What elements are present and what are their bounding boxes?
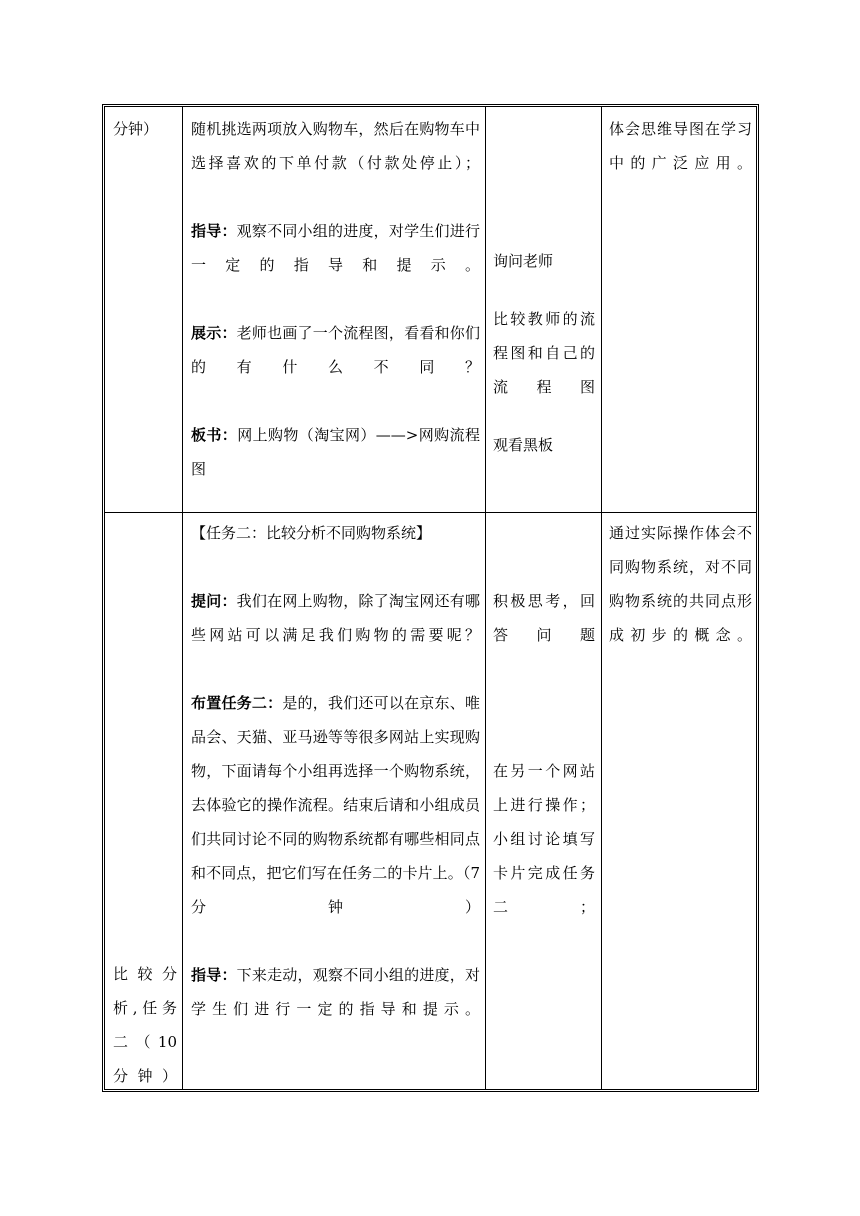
row1-intent-cell	[609, 112, 752, 180]
row2-assign-text: 是的，我们还可以在京东、唯品会、天猫、亚马逊等等很多网站上实现购物，下面请每个小组再选择一个购物系统，去体验它的操作流程。结束后请和小组成员们共同讨论不同的购物系统都有哪些相同点和不同点，把它们写在任务二的卡片上。（7分钟）	[191, 694, 480, 916]
row2-guidance-para	[191, 958, 480, 1026]
column-divider	[182, 107, 183, 1089]
row2-stage-text: 比较分析,任务二（10分钟）	[113, 965, 177, 1085]
row1-guidance-text: 观察不同小组的进度，对学生们进行一定的指导和提示。	[191, 222, 480, 274]
row2-question-text: 我们在网上购物，除了淘宝网还有哪些网站可以满足我们购物的需要呢？	[191, 592, 480, 644]
row2-teacher-cell	[191, 516, 480, 1026]
row2-student-cell	[493, 584, 595, 924]
row2-stage-cell	[113, 957, 177, 1093]
row1-board-para	[191, 418, 480, 486]
row1-show-para	[191, 316, 480, 384]
row2-intent-text: 通过实际操作体会不同购物系统，对不同购物系统的共同点形成初步的概念。	[609, 524, 752, 644]
row1-stage-text: 分钟）	[113, 120, 159, 138]
lesson-plan-table	[102, 104, 759, 1092]
row1-student-cell	[493, 244, 595, 462]
row2-assign-para	[191, 686, 480, 924]
column-divider	[601, 107, 602, 1089]
row1-stage-cell	[113, 112, 177, 146]
row2-student-item: 在另一个网站上进行操作；	[493, 762, 595, 814]
row1-show-label: 展示：	[191, 324, 237, 342]
row2-task-title: 【任务二：比较分析不同购物系统】	[191, 524, 432, 542]
row2-intent-cell	[609, 516, 752, 652]
row2-student-item: 积极思考，回答问题	[493, 592, 595, 644]
row1-student-item: 比较教师的流程图和自己的流程图	[493, 310, 595, 396]
row1-teacher-text: 随机挑选两项放入购物车，然后在购物车中选择喜欢的下单付款（付款处停止）；	[191, 120, 480, 172]
row-divider	[105, 512, 756, 513]
row1-guidance-label: 指导：	[191, 222, 237, 240]
column-divider	[485, 107, 486, 1089]
row1-teacher-para	[191, 112, 480, 180]
row2-guidance-label: 指导：	[191, 966, 237, 984]
row1-intent-text: 体会思维导图在学习中的广泛应用。	[609, 120, 752, 172]
row1-teacher-cell	[191, 112, 480, 486]
row1-guidance-para	[191, 214, 480, 282]
row1-board-label: 板书：	[191, 426, 238, 444]
row2-question-para	[191, 584, 480, 652]
row1-show-text: 老师也画了一个流程图，看看和你们的有什么不同？	[191, 324, 480, 376]
row1-student-item: 询问老师	[493, 252, 554, 270]
row1-student-item: 观看黑板	[493, 436, 554, 454]
row2-assign-label: 布置任务二：	[191, 694, 283, 712]
row2-student-item: 小组讨论填写卡片完成任务二；	[493, 830, 595, 916]
row2-question-label: 提问：	[191, 592, 237, 610]
row2-guidance-text: 下来走动，观察不同小组的进度，对学生们进行一定的指导和提示。	[191, 966, 480, 1018]
row1-board-text: 网上购物（淘宝网）——>网购流程图	[191, 426, 480, 478]
